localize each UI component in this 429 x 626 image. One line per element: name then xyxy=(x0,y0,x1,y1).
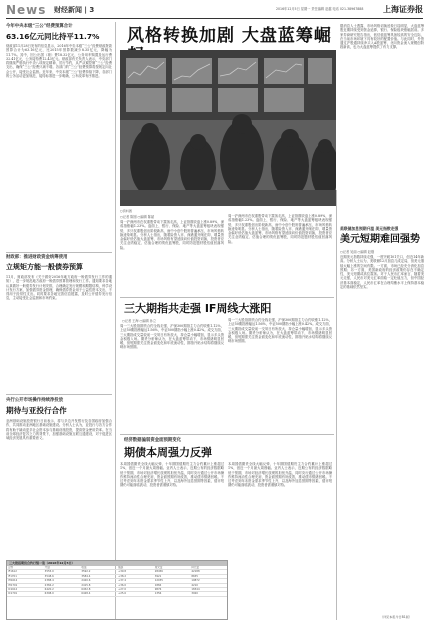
table-cell: IC1612 xyxy=(8,587,18,591)
table-cell: 3584.4 xyxy=(81,574,91,578)
lead-headline: 风格转换加剧 大盘蓝筹崛 xyxy=(127,26,332,46)
story-divider xyxy=(6,394,112,395)
footer-note: （详见本报今日B1版） xyxy=(380,615,412,619)
table-cell: 2420.6 xyxy=(81,579,91,583)
table-cell: 19872 xyxy=(191,579,200,583)
story2-body: 11月，财政部发布《关于做好2016年地方政府一般债券发行工作的通知》，进一步规范地方政府一般债券预算管理和发行工作。通知要求各地认真做好一般债券发行计划安排，合理确定发行规模和期限结构，科学设计发行方案，加强债券资金管理，确保债券资金用于公益性资本支出，不得用于经常性支出。同时要求各地完善信息披露，及时公开债券发行信息，主动接受社会监督和市场约束。 xyxy=(6,275,112,301)
bonds-body-col2: 本周国债期货全线大幅反弹，十年期国债期货主力合约累计上涨超过1%，创近一个月最大周涨幅。业内人士表示，近期公布的经济数据略低于预期，市场对经济增长放缓的担忧升温，同时央行通过公开市场操作维持流动性合理充裕，资金面预期有所改善，推动债市情绪回暖。不过考虑到年末资金需求季节性上升，以及海外加息预期等因素，债市短期仍可能面临波动，投资者需谨慎对待。 xyxy=(228,462,332,488)
futures-body-col2: 周一三大股指期货合约全线走强，沪深300期指主力合约收涨1.12%，上证50期指涨幅达1.56%，中证500期指小幅上涨0.42%。成交方面，三大期指成交量较前一交易日有所放大，持仓量小幅增加，显示多头资金积极入场。期货分析师认为，在大盘蓝筹带动下，市场情绪明显回暖，但短期需关注资金面变化和年底流动性，期指升贴水结构将继续反映市场预期。 xyxy=(228,318,332,344)
table-cell: 3921 xyxy=(154,574,162,578)
table-cell: IF1701 xyxy=(8,574,17,578)
trading-floor-image xyxy=(120,50,336,206)
column-divider xyxy=(336,190,337,620)
table-cell: 18344 xyxy=(191,587,200,591)
issue-info: 2016年12月5日 星期一 责任编辑 赵越 电话 021-38967888 xyxy=(276,7,364,11)
page-header xyxy=(6,3,423,19)
table-cell: +39.8 xyxy=(118,570,126,574)
table-cell: IH1612 xyxy=(8,579,18,583)
table-cell: 3555.0 xyxy=(44,570,54,574)
futures-table xyxy=(6,560,228,620)
table-cell: 3592.2 xyxy=(81,570,91,574)
table-cell: 3920 xyxy=(191,592,198,596)
lead-body-col1: 周一沪深两市在权重股带动下震荡走高，上证指数收盘上涨0.89%，深成指涨幅1.23%。盘面上，银行、保险、地产等大盘蓝筹板块表现强势，多只权重股创出阶段新高，而中小创个股则普遍承压，市场风格转换迹象明显。分析人士指出，随着险资入市、深港通开闸在即，增量资金偏好低估值大盘蓝筹，市场风格有望延续向价值投资切换，投资者应关注业绩稳定、估值合理的绩优蓝筹股，同时防范题材股估值回落风险。 xyxy=(120,220,224,250)
story-divider xyxy=(6,252,112,253)
table-cell: IF1612 xyxy=(8,570,17,574)
right-top-body: 据消息人士透露，市场风格切换迹象日趋明显，大盘蓝筹股近期持续受到资金追捧，银行、保险板块涨幅居前。多家券商研究报告指出，低估值蓝筹具备较高的安全边际，在当前市场环境下具有较好的配置价值。与此同时，外资通过沪股通持续净买入A股蓝筹，北向资金流入规模创阶段新高，也为大盘蓝筹提供了有力支撑。 xyxy=(340,24,424,50)
photo-caption: ○资料图 xyxy=(120,209,132,213)
lead-body-col2: 周一沪深两市在权重股带动下震荡走高，上证指数收盘上涨0.89%，深成指涨幅1.23%。盘面上，银行、保险、地产等大盘蓝筹板块表现强势，多只权重股创出阶段新高，而中小创个股则普遍承压，市场风格转换迹象明显。分析人士指出，随着险资入市、深港通开闸在即，增量资金偏好低估值大盘蓝筹，市场风格有望延续向价值投资切换，投资者应关注业绩稳定、估值合理的绩优蓝筹股，同时防范题材股估值回落风险。 xyxy=(228,214,332,244)
table-cell: 28456 xyxy=(154,570,163,574)
dollar-byline: ○记者 吴丽 ○编辑 赵刚 xyxy=(340,250,375,254)
table-cell: 2384.2 xyxy=(44,583,54,587)
table-cell: +38.2 xyxy=(118,574,126,578)
table-row xyxy=(7,592,227,596)
table-cell: IH1701 xyxy=(8,583,18,587)
section-title: 财经新闻 | 3 xyxy=(54,6,95,14)
story-divider xyxy=(120,297,334,298)
table-header-cell: 合约 xyxy=(8,566,14,569)
column-divider xyxy=(115,22,116,620)
story1-headline: 63.16亿元同比持平11.7% xyxy=(6,32,100,41)
table-cell: 3548.6 xyxy=(44,574,54,578)
market-photo xyxy=(120,50,336,206)
table-cell: 6428.4 xyxy=(81,592,91,596)
masthead-letters: News xyxy=(6,3,47,17)
table-cell: 12035 xyxy=(154,579,163,583)
table-header-cell: 持仓量 xyxy=(191,566,200,569)
table-cell: IC1701 xyxy=(8,592,18,596)
table-header-cell: 开盘 xyxy=(44,566,50,569)
futures-body-col1: 周一三大股指期货合约全线走强，沪深300期指主力合约收涨1.12%，上证50期指涨幅达1.56%，中证500期指小幅上涨0.42%。成交方面，三大期指成交量较前一交易日有所放大，持仓量小幅增加，显示多头资金积极入场。期货分析师认为，在大盘蓝筹带动下，市场情绪明显回暖，但短期需关注资金面变化和年底流动性，期指升贴水结构将继续反映市场预期。 xyxy=(120,324,224,350)
story3-kicker: 央行公开市场操作持续净投放 xyxy=(6,398,64,403)
table-cell: 8655 xyxy=(191,574,198,578)
table-cell: 9876 xyxy=(154,587,162,591)
futures-byline: ○记者 王海 ○编辑 孙立 xyxy=(122,319,157,323)
futures-headline: 三大期指共走强 IF周线大涨阳 xyxy=(124,302,272,315)
table-cell: 1356 xyxy=(154,592,162,596)
story3-body: 亚洲基础设施投资银行日前表示，将与多边开发银行及各国政府加强合作，共同推动亚洲地区基础设施建设。分析人士认为，亚投行与各方合作将有助于撬动更多社会资本参与基础设施投资，提高资金使用效率。在当前全球经济复苏乏力的背景下，加强基础设施互联互通建设，对于促进区域经济发展具有重要意义。 xyxy=(6,419,112,441)
table-cell: 6398.0 xyxy=(44,592,54,596)
table-cell: 42188 xyxy=(191,570,200,574)
dollar-body: 近期美元指数持续走强，一度突破101关口，创近14年新高。分析人士认为，美联储12月加息几成定局，但美元继续大幅上涨的空间有限。一方面，市场已经充分消化加息预期；另一方面，美国新政府的经济政策仍存在不确定性，美元短期或高位震荡。对于人民币汇率而言，随着美元走强，人民币对美元汇率面临一定贬值压力，但中国经济基本面稳定，人民币汇率在合理均衡水平上保持基本稳定的基础依然坚实。 xyxy=(340,255,424,290)
table-cell: 6420.2 xyxy=(44,587,54,591)
table-title: 三大股指期货合约行情一览（2016年12月5日） xyxy=(7,561,227,566)
table-header-cell: 涨跌 xyxy=(118,566,124,569)
table-cell: +27.0 xyxy=(118,587,126,591)
bonds-body-col1: 本周国债期货全线大幅反弹，十年期国债期货主力合约累计上涨超过1%，创近一个月最大周涨幅。业内人士表示，近期公布的经济数据略低于预期，市场对经济增长放缓的担忧升温，同时央行通过公开市场操作维持流动性合理充裕，资金面预期有所改善，推动债市情绪回暖。不过考虑到年末资金需求季节性上升，以及海外加息预期等因素，债市短期仍可能面临波动，投资者需谨慎对待。 xyxy=(120,462,224,488)
table-cell: 6452.8 xyxy=(81,587,91,591)
dollar-headline: 美元短期难回强势 xyxy=(340,234,420,245)
table-cell: +25.6 xyxy=(118,592,126,596)
table-header-cell: 收盘 xyxy=(81,566,87,569)
bonds-headline: 期债本周强力反弹 xyxy=(124,446,212,459)
table-cell: 4210 xyxy=(191,583,198,587)
table-cell: 2388.4 xyxy=(44,579,54,583)
dollar-kicker: 美联储加息预期升温 美元指数走强 xyxy=(340,226,399,231)
table-cell: +37.4 xyxy=(118,579,126,583)
story1-kicker: 今年中央本级“三公”经费预算合计 xyxy=(6,24,73,29)
table-cell: 1884 xyxy=(154,583,162,587)
story2-kicker: 财政部：推进财政资金统筹使用 xyxy=(6,255,68,260)
table-header-cell: 成交量 xyxy=(154,566,163,569)
paper-name: 上海证券报 xyxy=(383,4,423,14)
table-cell: +36.0 xyxy=(118,583,126,587)
story1-body: 财政部11月28日发布的信息显示，2016年中央本级“三公”经费财政拨款预算合计为63.16亿元，比2015年预算数减少8.35亿元，降幅为11.7%。其中，因公出国（境）费18.32亿元，公务用车购置及运行费32.41亿元，公务接待费12.43亿元。财政部有关负责人表示，中央部门将继续严格执行中央八项规定精神，厉行节约，从严从紧控制“三公”经费支出，确保“三公”经费只减不增。各部门的“三公”经费预算将按规定向社会公开，接受社会监督。近年来，中央本级“三公”经费持续下降，各部门的公务活动更加规范，接待标准进一步明确，公车改革有序推进。 xyxy=(6,44,112,79)
story2-headline: 立规矩方能一般债券预算 xyxy=(6,263,83,271)
story3-headline: 期待与亚投行合作 xyxy=(6,406,67,415)
story-divider xyxy=(120,434,334,435)
table-cell: 2415.8 xyxy=(81,583,91,587)
lead-byline: ○记者 陈刚 ○编辑 陈斌 xyxy=(120,215,155,219)
bonds-kicker: 经济数据偏弱资金面预期变化 xyxy=(124,438,182,443)
